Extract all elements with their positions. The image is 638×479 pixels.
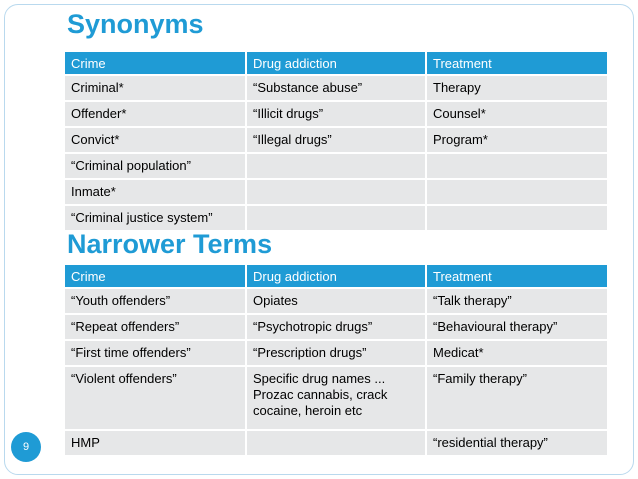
table-cell: “Talk therapy”	[427, 289, 607, 313]
table-cell: Specific drug names ... Prozac cannabis, crack cocaine, heroin etc	[247, 367, 425, 429]
table-cell	[247, 180, 425, 204]
table-cell	[427, 206, 607, 230]
synonyms-heading: Synonyms	[67, 9, 204, 39]
table-cell: Therapy	[427, 76, 607, 100]
table-cell: Program*	[427, 128, 607, 152]
table-cell: “Illegal drugs”	[247, 128, 425, 152]
table-cell: “Psychotropic drugs”	[247, 315, 425, 339]
table-cell: “Illicit drugs”	[247, 102, 425, 126]
table-cell: “residential therapy”	[427, 431, 607, 455]
table-row	[65, 341, 607, 365]
table-cell: Medicat*	[427, 341, 607, 365]
table-cell: Opiates	[247, 289, 425, 313]
table-cell: “Repeat offenders”	[65, 315, 245, 339]
table-cell	[247, 431, 425, 455]
table-cell: “First time offenders”	[65, 341, 245, 365]
table-cell: Inmate*	[65, 180, 245, 204]
table-cell	[247, 154, 425, 178]
table-row	[65, 180, 607, 204]
column-header-treatment: Treatment	[427, 265, 607, 287]
table-cell: Offender*	[65, 102, 245, 126]
column-header-treatment: Treatment	[427, 52, 607, 74]
synonyms-table	[63, 50, 609, 232]
table-cell: “Criminal population”	[65, 154, 245, 178]
table-cell	[427, 154, 607, 178]
table-row	[65, 367, 607, 429]
table-cell: “Prescription drugs”	[247, 341, 425, 365]
table-row	[65, 431, 607, 455]
narrower-terms-table	[63, 263, 609, 457]
table-cell: “Substance abuse”	[247, 76, 425, 100]
column-header-crime: Crime	[65, 52, 245, 74]
table-cell: “Youth offenders”	[65, 289, 245, 313]
column-header-drug-addiction: Drug addiction	[247, 52, 425, 74]
table-row	[65, 289, 607, 313]
table-row	[65, 315, 607, 339]
table-row	[65, 206, 607, 230]
table-cell: “Behavioural therapy”	[427, 315, 607, 339]
table-cell	[247, 206, 425, 230]
table-cell: “Criminal justice system”	[65, 206, 245, 230]
table-header-row	[65, 265, 607, 287]
table-cell: Counsel*	[427, 102, 607, 126]
table-cell: Criminal*	[65, 76, 245, 100]
table-header-row	[65, 52, 607, 74]
table-row	[65, 128, 607, 152]
narrower-terms-heading: Narrower Terms	[67, 229, 273, 259]
slide-number-badge: 9	[11, 432, 41, 462]
table-cell	[427, 180, 607, 204]
table-cell: Convict*	[65, 128, 245, 152]
column-header-crime: Crime	[65, 265, 245, 287]
table-row	[65, 102, 607, 126]
table-row	[65, 154, 607, 178]
table-cell: “Violent offenders”	[65, 367, 245, 429]
table-row	[65, 76, 607, 100]
column-header-drug-addiction: Drug addiction	[247, 265, 425, 287]
table-cell: “Family therapy”	[427, 367, 607, 429]
table-cell: HMP	[65, 431, 245, 455]
